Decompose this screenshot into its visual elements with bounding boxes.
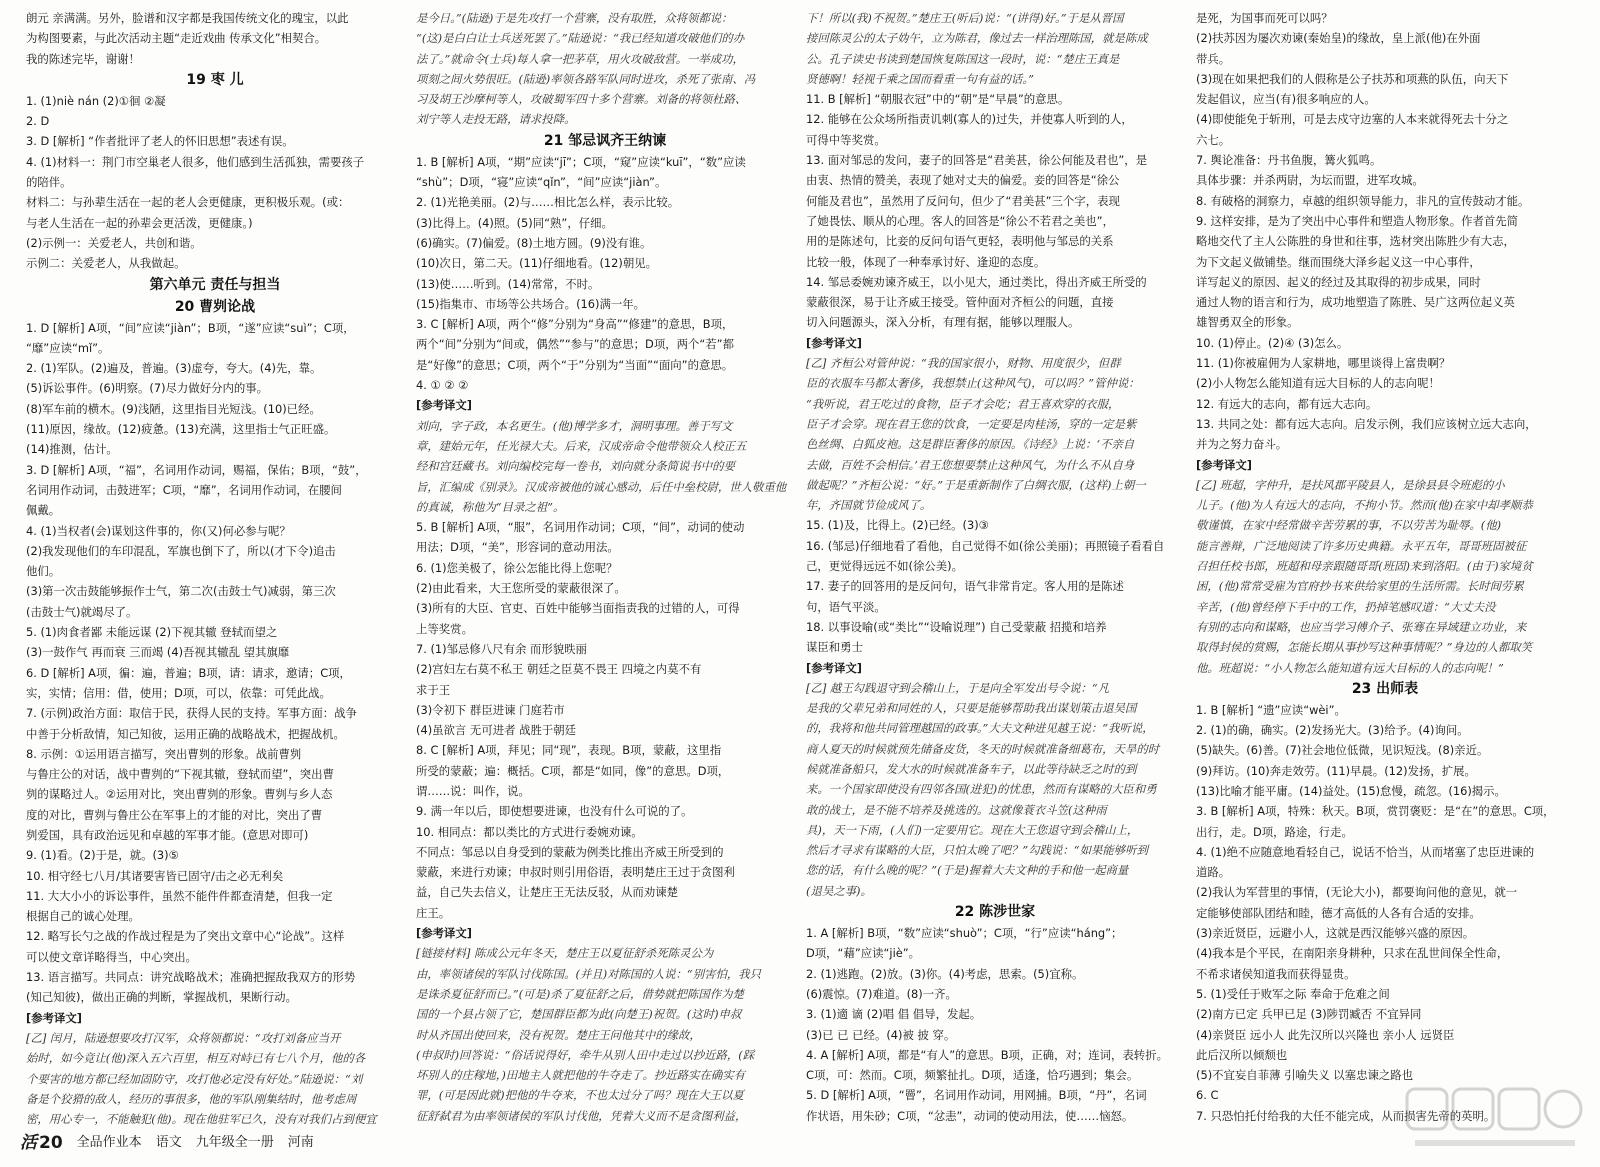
translation-line: 臣子才会穿。现在君王您的饮食，一定要是肉桂汤，穿的一定是紫 [806,416,1137,431]
answer-line: 2. (1)光艳美丽。(2)与……相比怎么样，表示比较。 [416,195,680,210]
answer-line: 蒙蔽，来进行劝谏；申叔时则引用俗语，表明楚庄王过于贪图利 [416,865,735,880]
answer-line: 是“好像”的意思；C项，两个“于”分别为“当面”“面向”的意思。 [416,357,734,372]
answer-line: 9. (1)看。(2)于是，就。(3)⑤ [26,848,179,863]
answer-line: 谋臣和勇士 [806,640,863,655]
answer-line: 8. 有破格的洞察力，卓越的组织领导能力，非凡的宣传鼓动才能。 [1196,193,1530,208]
answer-line: 2. D [26,114,50,129]
answer-line: (8)军车前的横木。(9)浅陋，这里指目光短浅。(10)已经。 [26,401,321,416]
answer-line: (3)比得上。(4)照。(5)同“熟”，仔细。 [416,215,613,230]
answer-line: 9. 满一年以后，即使想要进谏，也没有什么可说的了。 [416,804,693,819]
answer-line: 18. 以事设喻(或“类比”“设喻说理”) 自己受蒙蔽 招揽和培养 [806,619,1107,634]
translation-heading: [参考译文] [416,926,472,941]
translation-line: 的，我将和他共同管理越国的政事。”大夫文种进见越王说：“我听说， [806,721,1154,736]
answer-line: (13)使……听到。(14)常常，不时。 [416,276,600,291]
translation-line: 他。班超说：“小人物怎么能知道有远大目标的人的志向呢！” [1196,660,1504,675]
translation-line: 个要害的地方都已经加固防守，攻打他必定没有好处。”陆逊说：“刘 [26,1071,363,1086]
answer-line: 1. B [解析] A项，“期”应读“jī”；C项，“窥”应读“kuī”，“数”应读 [416,154,746,169]
translation-line: 臣的衣服车马都太奢侈，我想禁止(这种风气)，可以吗？”管仲说： [806,376,1140,391]
answer-line: 14. 邹忌委婉劝谏齐威王，以小见大，通过类比，得出齐威王所受的 [806,274,1147,289]
answer-line: 3. B [解析] A项，特殊：秋天。B项，赏罚褒贬：是“在”的意思。C项， [1196,804,1555,819]
translation-line: 敬谨慎，在家中经常做辛苦劳累的事，不以劳苦为耻辱。(他) [1196,518,1502,533]
answer-line: 详写起义的原因、起义的经过及其取得的初步成果，同时 [1196,274,1481,289]
translation-line: 旨，汇编成《别录》。汉成帝被他的诚心感动，后任中垒校尉，世人敬重他 [416,479,787,494]
translation-line: [链接材料] 陈成公元年冬天，楚庄王以夏征舒杀死陈灵公为 [416,946,714,961]
answer-line: (3)现在如果把我们的人假称是公子扶苏和项燕的队伍，向天下 [1196,71,1509,86]
answer-line: 谓……说：叫作，说。 [416,783,530,798]
answer-line: 我的陈述完毕，谢谢！ [26,51,140,66]
answer-line: 1. B [解析] “遗”应读“wèi”。 [1196,702,1346,717]
translation-line: 法了。”就命令(士兵)每人拿一把茅草，用火攻破敌营。一举成功， [416,51,744,66]
answer-line: 12. 能够在公众场所指责讥刺(寡人的)过失，并使寡人听到的人， [806,112,1133,127]
translation-line: “(这)是白白让士兵送死罢了。”陆逊说：“我已经知道攻破他们的办 [416,31,745,46]
answer-line: (2)我发现他们的车印混乱，军旗也倒下了，所以(才下令)追击 [26,543,336,558]
page-number: 活 20 [20,1132,63,1153]
answer-line: 6. C [1196,1088,1219,1103]
answer-line: (3)令初下 群臣进谏 门庭若市 [416,702,565,717]
answer-line: 通过人物的语言和行为，成功地塑造了陈胜、吴广这两位起义英 [1196,295,1515,310]
answer-line: (4)亲贤臣 远小人 此先汉所以兴隆也 亲小人 远贤臣 [1196,1027,1455,1042]
translation-line: 来。一个国家即使没有四邻各国(进犯)的忧患，然而有谋略的大臣和勇 [806,782,1157,797]
answer-line: (2)南方已定 兵甲已足 (3)陟罚臧否 不宜异同 [1196,1007,1422,1022]
translation-line: 公。孔子读史书读到楚国恢复陈国这一段时，说：“楚庄王真是 [806,51,1120,66]
answer-line: 根据自己的诚心处理。 [26,909,140,924]
answer-line: 与老人生活在一起的孙辈会更活泼，更健康。) [26,215,253,230]
answer-line: 何能及君也”，虽然用了反问句，但少了“君美甚”三个字，表现 [806,193,1120,208]
answer-line: 10. 相守经七八月/其诸要害皆已固守/击之必无利矣 [26,868,284,883]
answer-line: 材料二：与孙辈生活在一起的老人会更健康，更积极乐观。(或： [26,195,350,210]
answer-line: 13. 语言描写。共同点：讲究战略战术；准确把握敌我双方的形势 [26,970,356,985]
translation-line: [乙] 越王勾践退守到会稽山上，于是向全军发出号令说：“凡 [806,680,1110,695]
answer-line: 了她畏怯、顺从的心理。客人的回答是“徐公不若君之美也”， [806,213,1114,228]
answer-line: (4)虽欲言 无可进者 战胜于朝廷 [416,723,577,738]
watermark-logo-icon [1405,1085,1585,1155]
column-1 [20,8,410,1126]
region-name: 河南 [287,1134,314,1150]
answer-line: 中善于分析敌情，知己知彼，运用正确的战略战术，把握战机。 [26,726,345,741]
answer-line: 11. 大大小小的诉讼事件，虽然不能件件都查清楚，但我一定 [26,888,333,903]
answer-line: 具体步骤：并杀两尉，为坛而盟，进军攻城。 [1196,173,1424,188]
answer-line: 3. C [解析] A项，两个“修”分别为“身高”“修建”的意思，B项， [416,317,734,332]
answer-line: 12. 略写长勺之战的作战过程是为了突出文章中心“论战”。这样 [26,929,345,944]
answer-line: 蒙蔽很深，易于让齐威王接受。管仲面对齐桓公的问题，直接 [806,295,1114,310]
translation-line: (申叔时)回答说：“俗话说得好，牵牛从别人田中走过以抄近路，(踩 [416,1047,755,1062]
answer-line: (6)确实。(7)偏爱。(8)土地方圆。(9)没有谁。 [416,235,652,250]
translation-heading: [参考译文] [806,660,862,675]
translation-line: 的真诚，称他为“目录之祖”。 [416,499,565,514]
answer-line: (2)宫妇左右莫不私王 朝廷之臣莫不畏王 四境之内莫不有 [416,662,702,677]
answer-line: 由衷、热情的赞美，表现了她对丈夫的偏爱。妾的回答是“徐公 [806,173,1120,188]
answer-key-page [20,8,1580,1126]
answer-line: 并为之努力奋斗。 [1196,437,1288,452]
answer-line: 2. (1)军队。(2)遍及，普遍。(3)虚夸，夸大。(4)先，靠。 [26,361,322,376]
answer-line: 所受的蒙蔽；遍：概括。C项，都是“如同，像”的意思。D项， [416,763,730,778]
translation-heading: [参考译文] [26,1010,82,1025]
answer-line: 朗元 亲满满。另外，脸谱和汉字都是我国传统文化的瑰宝，以此 [26,11,349,25]
answer-line: 己，更觉得远远不如(徐公美)。 [806,559,963,574]
translation-line: (退吴之事)。 [806,883,872,898]
answer-line: 5. (1)肉食者鄙 未能远谋 (2)下视其辙 登轼而望之 [26,625,278,640]
answer-line: 8. C [解析] A项，拜见；同“现”，表现。B项，蒙蔽，这里指 [416,743,722,758]
answer-line: “shù”；D项，“寝”应读“qǐn”，“间”应读“jiàn”。 [416,175,667,190]
answer-line: 12. 有远大的志向，都有远大志向。 [1196,396,1378,411]
answer-line: D项，“藉”应读“jiè”。 [806,946,921,961]
answer-line: (13)比喻才能平庸。(14)益处。(15)怠慢，疏忽。(16)揭示。 [1196,783,1506,798]
answer-line: 2. (1)逃跑。(2)放。(3)你。(4)考虑，思索。(5)宜称。 [806,966,1084,981]
answer-line: 4. A [解析] A项，都是“有人”的意思。B项，正确，对；连词，表转折。 [806,1047,1168,1062]
page-footer [20,1127,328,1153]
section-heading: 23 出师表 [1351,680,1419,697]
answer-line: 5. (1)受任于败军之际 奉命于危难之间 [1196,986,1390,1001]
answer-line: 切入问题源头，深入分析，有理有据，能够以理服人。 [806,315,1080,330]
answer-line: 与鲁庄公的对话，战中曹刿的“下视其辙，登轼而望”，突出曹 [26,767,334,782]
translation-line: 敢的战士，是不能不培养及挑选的。这就像蓑衣斗笠(这种雨 [806,802,1107,817]
section-heading: 20 曹刿论战 [174,298,256,315]
answer-line: 16. (邹忌)仔细地看了看他，自己觉得不如(徐公美丽)；再照镜子看看自 [806,538,1165,553]
answer-line: 6. (1)您美极了，徐公怎能比得上您呢？ [416,560,618,575]
answer-line: (9)拜访。(10)奔走效劳。(11)早晨。(12)发扬，扩展。 [1196,763,1476,778]
answer-line: (11)原因，缘故。(12)疲惫。(13)充满，这里指士气正旺盛。 [26,422,336,437]
translation-line: 接回陈灵公的太子妫午，立为陈君，像过去一样治理陈国，就是陈成 [806,31,1148,46]
answer-line: 度的对比，曹刿与鲁庄公在军事上的才能的对比，突出了曹 [26,807,323,822]
translation-line: 召担任校书郎，班超和母亲跟随哥哥(班固)来到洛阳。(由于)家境贫 [1196,559,1533,574]
answer-line: 带兵。 [1196,51,1231,66]
translation-line: 具)，天一下雨，(人们)一定要用它。现在大王您退守到会稽山上， [806,822,1139,837]
answer-line: (15)指集市、市场等公共场合。(16)满一年。 [416,296,646,311]
translation-line: 密，用心专一，不能触犯(他)。现在他驻军已久，没有对我们占到便宜 [26,1112,377,1126]
translation-heading: [参考译文] [416,398,472,413]
translation-line: 是诛杀夏征舒而已。”(可是)杀了夏征舒之后，借势就把陈国作为楚 [416,986,744,1001]
translation-line: 有别的志向和谋略，也应当学习傅介子、张骞在异域建立功业，来 [1196,619,1527,634]
translation-line: 章，建始元年，任光禄大夫。后来，汉成帝命令他带领众人校正五 [416,438,747,453]
translation-line: 辛苦，(他)曾经停下手中的工作，扔掉笔感叹道：“大丈夫没 [1196,599,1496,614]
translation-line: 时从齐国出使回来，没有祝贺。楚庄王问他其中的缘故， [416,1027,701,1042]
section-heading: 第六单元 责任与担当 [149,276,281,293]
answer-line: 上等奖赏。 [416,621,473,636]
answer-line: 是死，为国事而死可以吗？ [1196,11,1333,25]
answer-line: 为下文起义做铺垫。继而围绕大泽乡起义这一中心事件， [1196,254,1481,269]
grade-name: 九年级全一册 [195,1134,274,1150]
answer-line: 可得中等奖赏。 [806,132,886,147]
answer-line: 此后汉所以倾颓也 [1196,1047,1288,1062]
translation-line: 坏别人的庄稼地，)田地主人就把他的牛夺走了。抄近路实在确实有 [416,1068,746,1083]
translation-line: 年，齐国就节俭成风了。 [806,498,932,513]
answer-line: 2. (1)的确，确实。(2)发扬光大。(3)给予。(4)询问。 [1196,723,1469,738]
answer-line: 3. D [解析] A项，“福”，名词用作动词，赐福，保佑；B项，“鼓”， [26,462,367,477]
answer-line: 两个“间”分别为“间或，偶然”“参与”的意思；D项，两个“若”都 [416,337,734,352]
answer-line: (击鼓士气)就竭尽了。 [26,604,138,619]
translation-line: [乙] 闰月，陆逊想要攻打汉军，众将领都说：“攻打刘备应当开 [26,1030,341,1045]
answer-line: C项，可：然而。C项，频繁扯扎。D项，适逢，恰巧遇到；集会。 [806,1068,1139,1083]
answer-line: (2)扶苏因为屡次劝谏(秦始皇)的缘故，皇上派(他)在外面 [1196,31,1481,46]
answer-line: 7. (示例)政治方面：取信于民，获得人民的支持。军事方面：战争 [26,706,357,721]
answer-line: 6. D [解析] A项，徧：遍，普遍；B项，请：请求，邀请；C项， [26,665,351,680]
answer-line: 雄智勇双全的形象。 [1196,315,1299,330]
answer-line: 11. B [解析] “朝服衣冠”中的“朝”是“早晨”的意思。 [806,92,1070,107]
subject-name: 语文 [155,1134,182,1150]
answer-line: (知己知彼)，做出正确的判断，掌握战机，果断行动。 [26,990,297,1005]
answer-line: 刿的谋略过人。②运用对比，突出曹刿的形象。曹刿与乡人态 [26,787,333,802]
section-heading: 19 枣 儿 [186,71,244,88]
answer-line: 可以使文章详略得当，中心突出。 [26,949,197,964]
section-heading: 21 邹忌讽齐王纳谏 [543,132,667,149]
answer-line: 求于王 [416,682,451,697]
translation-line: 刘宁等人走投无路，请求投降。 [416,112,576,127]
answer-line: 名词用作动词，击鼓进军；C项，“靡”，名词用作动词，在腰间 [26,482,342,497]
answer-line: 3. D [解析] “作者批评了老人的怀旧思想”表述有误。 [26,134,294,149]
answer-line: 定能够使部队团结和睦，德才高低的人各有合适的安排。 [1196,905,1481,920]
answer-line: (3)第一次击鼓能够振作士气，第二次(击鼓士气)减弱，第三次 [26,584,336,599]
answer-line: 8. 示例：①运用语言描写，突出曹刿的形象。战前曹刿 [26,746,302,761]
answer-line: 他们。 [26,564,61,579]
translation-line: 由，率领诸侯的军队讨伐陈国。(并且)对陈国的人说：“别害怕，我只 [416,966,762,981]
answer-line: (5)不宜妄自菲薄 引喻失义 以塞忠谏之路也 [1196,1068,1414,1083]
answer-line: 7. 只恐怕托付给我的大任不能完成，从而损害先帝的英明。 [1196,1108,1496,1123]
answer-line: 1. (1)niè nán (2)①徊 ②凝 [26,93,166,108]
answer-line: 4. (1)绝不应随意地看轻自己，说话不恰当，从而堵塞了忠臣进谏的 [1196,844,1535,859]
translation-line: 是我的父辈兄弟和同姓的人，只要是能够帮助我出谋划策击退吴国 [806,701,1137,716]
answer-line: 六七。 [1196,132,1231,147]
answer-line: 4. (1)当权者(会)谋划这件事的，你(又)何必参与呢？ [26,523,291,538]
answer-line: 3. (1)適 谪 (2)唱 倡 倡导，发起。 [806,1007,982,1022]
translation-line: 去做，百姓不会相信。’君王您想要禁止这种风气，为什么不从自身 [806,457,1135,472]
answer-line: (6)震惊。(7)难道。(8)一齐。 [806,986,957,1001]
answer-line: 15. (1)及，比得上。(2)已经。(3)③ [806,518,989,533]
answer-line: 5. D [解析] A项，“罾”，名词用作动词，用网捕。B项，“丹”，名词 [806,1088,1147,1103]
translation-line: 困，(他)常常受雇为官府抄书来供给家里的生活所需。长时间劳累 [1196,579,1524,594]
answer-line: (14)推测，估计。 [26,442,118,457]
answer-line: 句，语气平淡。 [806,599,886,614]
translation-line: 是今日。”(陆逊)于是先攻打一个营寨，没有取胜，众将领都说： [416,11,733,25]
translation-line: 贤德啊！轻视千乘之国而看重一句有益的话。” [806,71,1034,86]
translation-line: 始时，如今竟让(他)深入五六百里，相互对峙已有七八个月，他的各 [26,1051,366,1066]
series-name: 全品作业本 [76,1134,142,1150]
translation-line: 取得封侯的赏赐，怎能长期从事抄写这种事情呢？”身边的人都取笑 [1196,640,1533,655]
answer-line: 佩戴。 [26,503,61,518]
answer-line: (3)亲近贤臣，远避小人，这就是西汉能够兴盛的原因。 [1196,926,1475,941]
translation-line: 备是个狡猾的敌人，经历的事很多，他的军队刚集结时，他考虑周 [26,1091,357,1106]
translation-heading: [参考译文] [1196,457,1252,472]
answer-line: 实，实情；信用：借，使用；D项，可以，依靠：可凭此战。 [26,685,331,700]
translation-line: 刘向，字子政，本名更生。(他)博学多才，洞明事理。善于写文 [416,418,733,433]
answer-line: (3)一鼓作气 再而衰 三而竭 (4)吾视其辙乱 望其旗靡 [26,645,290,660]
answer-line: 不希求诸侯知道我而获得显贵。 [1196,966,1356,981]
answer-line: 刿爱国，具有政治远见和卓越的军事才能。(意思对即可) [26,827,309,842]
translation-line: 征舒弑君为由率领诸侯的军队讨伐他，凭着大义而不是贪图利益， [416,1108,747,1123]
answer-line: (4)即使能免于斩刑，可是去戍守边塞的人本来就得死去十分之 [1196,112,1509,127]
translation-line: 儿子。(他)为人有远大的志向，不拘小节。然而(他)在家中却孝顺恭 [1196,498,1533,513]
answer-line: 1. A [解析] B项，“数”应读“shuò”；C项，“行”应读“háng”； [806,926,1123,941]
answer-line: 4. ① ② ② [416,378,469,393]
answer-line: 7. 舆论准备：丹书鱼腹，篝火狐鸣。 [1196,153,1382,168]
answer-line: 的陪伴。 [26,175,72,190]
answer-line: 发起倡议，应当(有)很多响应的人。 [1196,92,1376,107]
answer-line: 为构图要素，与此次活动主题“走近戏曲 传承文化”相契合。 [26,31,327,46]
answer-line: 11. (1)你被雇佣为人家耕地，哪里谈得上富贵啊？ [1196,356,1451,371]
translation-line: 然后才寻求有谋略的大臣，只怕太晚了吧？”勾践说：“如果能够听到 [806,843,1148,858]
answer-line: 9. 这样安排，是为了突出中心事件和塑造人物形象。作者首先简 [1196,213,1519,228]
answer-line: 13. 面对邹忌的发问，妻子的回答是“君美甚，徐公何能及君也”，是 [806,153,1148,168]
answer-line: 4. (1)材料一：荆门市空巢老人很多，他们感到生活孤独，需要孩子 [26,154,365,169]
translation-line: 罪，(可是因此就)把他的牛夺来，不也太过分了吗？现在大王以夏 [416,1088,744,1103]
translation-line: 能言善辩，广泛地阅读了许多历史典籍。永平五年，哥哥班固被征 [1196,538,1527,553]
translation-line: 做起呢？”齐桓公说：“好。”于是重新制作了白绸衣服，(这样)上朝一 [806,477,1146,492]
translation-line: 下！所以(我)不祝贺。”楚庄王(听后)说：“(讲得)好。”于是从晋国 [806,11,1124,25]
answer-line: (2)我认为军营里的事情，(无论大小)，都要询问他的意见，就一 [1196,885,1518,900]
translation-heading: [参考译文] [806,335,862,350]
answer-line: “靡”应读“mǐ”。 [26,340,110,355]
answer-line: 庄王。 [416,905,451,920]
answer-line: 道路。 [1196,865,1231,880]
answer-line: (2)小人物怎么能知道有远大目标的人的志向呢！ [1196,376,1440,391]
section-heading: 22 陈涉世家 [954,904,1036,921]
answer-line: 13. 共同之处：都有远大志向。启发示例，我们应该树立远大志向， [1196,416,1537,431]
translation-line: 经和宫廷藏书。刘向编校完每一卷书，刘向就分条简说书中的要 [416,459,735,474]
translation-line: [乙] 齐桓公对管仲说：“我的国家很小，财物、用度很少，但群 [806,356,1121,371]
answer-line: (10)次日，第二天。(11)仔细地看。(12)朝见。 [416,256,658,271]
answer-line: (5)诉讼事件。(6)明察。(7)尽力做好分内的事。 [26,381,269,396]
answer-line: (2)示例一：关爱老人，共创和谐。 [26,235,202,250]
column-3 [800,8,1190,1126]
answer-line: 出行，走。D项，路途，行走。 [1196,824,1353,839]
answer-line: 10. (1)停止。(2)④ (3)怎么。 [1196,335,1349,350]
answer-line: (5)缺失。(6)善。(7)社会地位低微，见识短浅。(8)亲近。 [1196,743,1489,758]
answer-line: 用法；D项，“美”，形容词的意动用法。 [416,540,619,555]
translation-line: 色丝绸、白狐皮袍。这是群臣奢侈的原因。《诗经》上说：‘不亲自 [806,437,1135,452]
answer-line: (2)由此看来，大王您所受的蒙蔽很深了。 [416,581,626,596]
translation-line: “我听说，君王吃过的食物，臣子才会吃；君王喜欢穿的衣服， [806,396,1120,411]
answer-line: (3)已 已 已经。(4)被 披 穿。 [806,1027,956,1042]
answer-line: 5. B [解析] A项，“服”，名词用作动词；C项，“间”，动词的使动 [416,520,745,535]
answer-line: 不同点：邹忌以自身受到的蒙蔽为例类比推出齐威王所受到的 [416,844,724,859]
answer-line: 10. 相同点：都以类比的方式进行委婉劝谏。 [416,824,643,839]
translation-line: 国的一个县占领了它，楚国群臣都为此(向楚王)祝贺。(这时)申叔 [416,1007,742,1022]
translation-line: 您的话，有什么晚的呢？”(于是)握着大夫文种的手和他一起商量 [806,863,1129,878]
translation-line: 商人夏天的时候就预先储备皮货，冬天的时候就准备细葛布，天旱的时 [806,741,1160,756]
answer-line: 17. 妻子的回答用的是反问句，语气非常肯定。客人用的是陈述 [806,579,1124,594]
column-4 [1190,8,1580,1126]
translation-line: [乙] 班超，字仲升，是扶风郡平陵县人，是徐县县令班彪的小 [1196,477,1505,492]
answer-line: (3)所有的大臣、官吏、百姓中能够当面指责我的过错的人，可得 [416,601,740,616]
answer-line: 作状语，用朱砂；C项，“忿恚”，动词的使动用法，使……恼怒。 [806,1108,1134,1123]
answer-line: 略地交代了主人公陈胜的身世和往事，选材突出陈胜少有大志， [1196,234,1515,249]
translation-line: 项刻之间火势很旺。(陆逊)率领各路军队同时进攻，杀死了张南、冯 [416,71,756,86]
answer-line: 用的是陈述句，比妾的反问句语气更轻，表明他与邹忌的关系 [806,234,1114,249]
column-2 [410,8,800,1126]
answer-line: 示例二：关爱老人，从我做起。 [26,256,186,271]
answer-line: 1. D [解析] A项，“间”应读“jiàn”；B项，“遂”应读“suì”；C项， [26,320,355,335]
answer-line: (4)我本是个平民，在南阳亲身耕种，只求在乱世间保全性命， [1196,946,1509,961]
translation-line: 候就准备船只，发大水的时候就准备车子，以此等待缺乏之时的到 [806,761,1137,776]
answer-line: 益，自己失去信义，让楚庄王无法反驳，从而劝谏楚 [416,885,678,900]
answer-line: 比较一般，体现了一种奉承讨好、逢迎的态度。 [806,254,1046,269]
answer-line: 7. (1)邹忌修八尺有余 而形貌昳丽 [416,641,587,656]
translation-line: 习及胡王沙摩柯等人，攻破蜀军四十多个营寨。刘备的将领杜路、 [416,92,747,107]
